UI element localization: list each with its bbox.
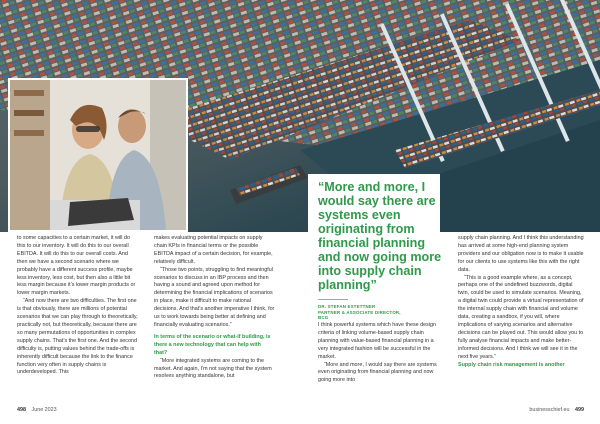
author-organization: BCG (318, 315, 329, 321)
text-column-2 (154, 235, 275, 381)
paragraph: “This is a good example where, as a concept, perhaps one of the undefined buzzwords, digital twin, could be used to simulate scenarios. Meaning, a digital twin could provide a virtual representation of the internal supply chain with financial and volume data, creating a sandbox, if you will, where implications of varying scenarios and alternative decisions can be played out. This would allow you to fully analyse financial impacts and make better-informed decisions. And I think we will see it in the next five years.” (458, 274, 584, 360)
paragraph: makes evaluating potential impacts on supply chain KPIs in financial terms or the possible EBITDA impact of a certain decision, for example, relatively difficult. (154, 235, 273, 265)
paragraph: “Those two points, struggling to find meaningful scenarios to discuss in an IBP process and then having a sound and agreed upon method for determining the financial implications of scenarios in place, make it difficult to make rational decisions. And that’s another imperative I think, for us to work towards being better at defining and financially evaluating scenarios.” (154, 266, 275, 328)
right-page-footer (529, 407, 584, 413)
paragraph: I think powerful systems which have these design criteria of linking volume-based supply chain planning with value-based financial planning in a very integrated fashion will be successful in the market. (318, 322, 437, 360)
interview-question: In terms of the scenario or what-if building, is there a new technology that can help with that? (154, 333, 271, 356)
text-column-4 (458, 235, 584, 369)
paragraph: to some capacities to a certain market, it will do this to our inventory. It will do this to our overall EBITDA. It will do this to our overall costs. And then we have a second scenario where we probably have a different success profile, maybe less inventory, less cost, but then also a little bit less margin because it’s lower margin products or lower margin markets. (17, 235, 136, 297)
people-illustration (10, 80, 186, 230)
paragraph: supply chain planning. And I think this understanding has arrived at some high-end planning system providers and our obligation now is to make it usable for our clients to use systems like this with the right data. (458, 235, 584, 273)
left-page-footer (17, 407, 57, 413)
author-name: DR. STEFAN ESTETTNER (318, 304, 376, 309)
right-page-number: 499 (575, 407, 584, 413)
quote-divider (318, 299, 348, 300)
quote-attribution (318, 304, 448, 321)
left-page-number: 498 (17, 407, 26, 413)
author-title: PARTNER & ASSOCIATE DIRECTOR, (318, 309, 401, 315)
website: businesschief.eu (529, 407, 570, 413)
text-column-3 (318, 322, 439, 385)
section-subheading: Supply chain risk management is another (458, 361, 565, 368)
paragraph: “More and more, I would say there are systems even originating from financial planning and now going more into (318, 361, 437, 384)
office-team-photo (8, 78, 188, 232)
text-column-1 (17, 235, 138, 377)
pull-quote: “More and more, I would say there are systems even originating from financial planning and now going more into supply chain planning” (318, 180, 442, 292)
paragraph: “More integrated systems are coming to the market. And again, I’m not saying that the system resolves anything standalone, but (154, 357, 272, 380)
issue-date: June 2023 (31, 407, 57, 413)
paragraph: “And now there are two difficulties. The first one is that obviously, there are millions of potential scenarios that we can play through to theoretically, practically not, but theoretically, because there are so many permutations of opportunities in complex supply chains. That’s the first one. And the second difficulty is, putting values behind the trade-offs is inherently difficult because the link to the finance function very often in supply chains is underdeveloped. This (17, 298, 138, 376)
